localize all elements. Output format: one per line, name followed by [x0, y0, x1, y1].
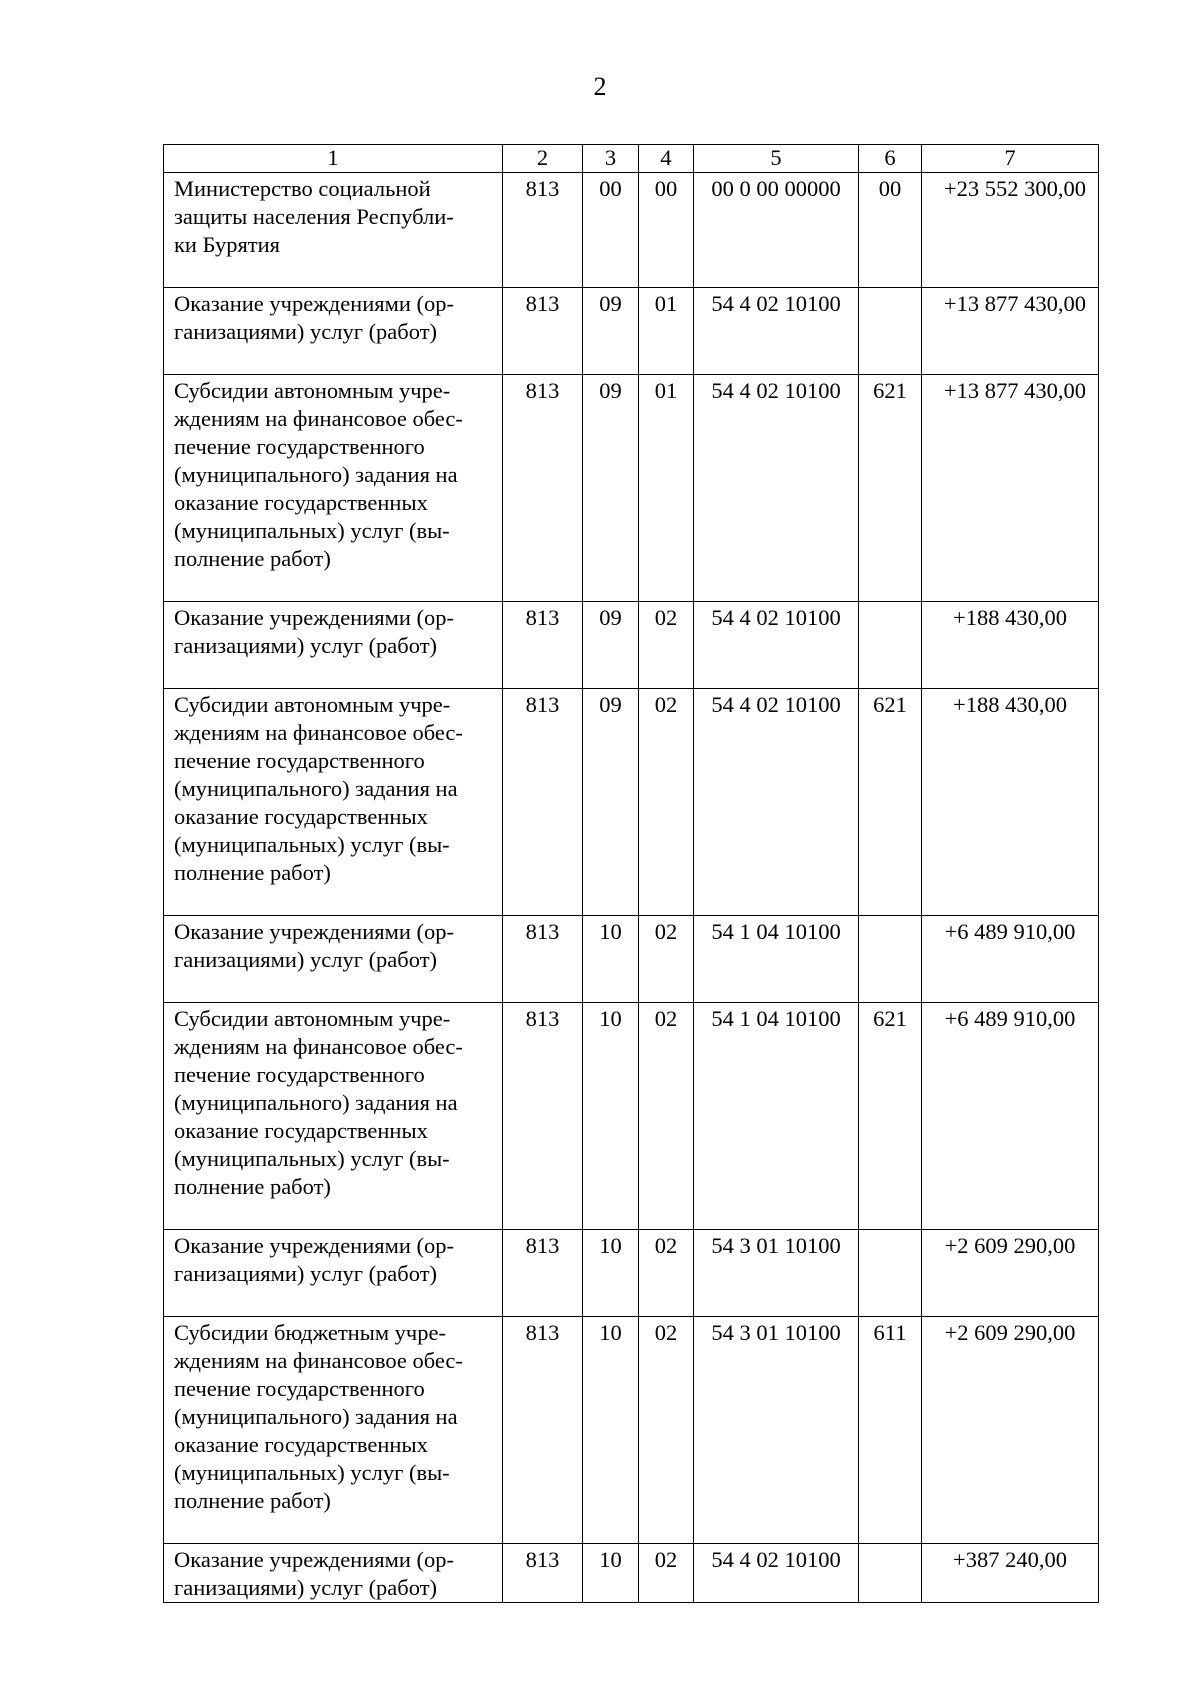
- item-name-line: Министерство социальной: [174, 176, 431, 201]
- section-code-cell: 10: [583, 1003, 639, 1230]
- target-article-cell: 54 4 02 10100: [694, 602, 859, 689]
- table-row: [164, 916, 1099, 1003]
- ministry-code-cell: 813: [503, 602, 583, 689]
- section-code-cell: 09: [583, 689, 639, 916]
- target-article-cell: 54 4 02 10100: [694, 375, 859, 602]
- expense-type-cell: 621: [859, 375, 922, 602]
- section-code-cell: 09: [583, 602, 639, 689]
- amount-cell: +2 609 290,00: [922, 1317, 1099, 1544]
- ministry-code-cell: 813: [503, 1230, 583, 1317]
- item-name-line: Субсидии автономным учре-: [174, 692, 451, 717]
- item-name-line: ждениям на финансовое обес-: [174, 1034, 463, 1059]
- target-article-cell: 54 4 02 10100: [694, 288, 859, 375]
- subsection-code-cell: 02: [639, 1544, 694, 1603]
- table-row: [164, 375, 1099, 602]
- subsection-code-cell: 02: [639, 1317, 694, 1544]
- amount-cell: +2 609 290,00: [922, 1230, 1099, 1317]
- section-code-cell: 10: [583, 1317, 639, 1544]
- subsection-code-cell: 00: [639, 173, 694, 288]
- item-name-line: печение государственного: [174, 1376, 425, 1401]
- page-number: 2: [593, 72, 607, 101]
- subsection-code-cell: 02: [639, 1003, 694, 1230]
- expense-type-cell: 621: [859, 1003, 922, 1230]
- expense-type-cell: [859, 1230, 922, 1317]
- section-code-cell: 09: [583, 288, 639, 375]
- amount-cell: +188 430,00: [922, 602, 1099, 689]
- column-number-header-row: [164, 145, 1099, 173]
- item-name-line: ганизациями) услуг (работ): [174, 1575, 438, 1600]
- item-name-line: полнение работ): [174, 546, 331, 571]
- section-code-cell: 10: [583, 916, 639, 1003]
- item-name-line: ганизациями) услуг (работ): [174, 633, 438, 658]
- item-name-line: Оказание учреждениями (ор-: [174, 919, 454, 944]
- ministry-code-cell: 813: [503, 1003, 583, 1230]
- table-row: [164, 602, 1099, 689]
- column-number-header: 4: [639, 145, 694, 173]
- ministry-code-cell: 813: [503, 1317, 583, 1544]
- section-code-cell: 00: [583, 173, 639, 288]
- target-article-cell: 54 3 01 10100: [694, 1230, 859, 1317]
- ministry-code-cell: 813: [503, 288, 583, 375]
- section-code-cell: 09: [583, 375, 639, 602]
- item-name-line: ждениям на финансовое обес-: [174, 720, 463, 745]
- item-name-cell: [164, 689, 503, 916]
- subsection-code-cell: 01: [639, 288, 694, 375]
- expense-type-cell: [859, 602, 922, 689]
- amount-cell: +188 430,00: [922, 689, 1099, 916]
- amount-cell: +387 240,00: [922, 1544, 1099, 1603]
- item-name-line: ждениям на финансовое обес-: [174, 406, 463, 431]
- target-article-cell: 54 1 04 10100: [694, 1003, 859, 1230]
- amount-cell: +23 552 300,00: [922, 173, 1099, 288]
- item-name-line: ганизациями) услуг (работ): [174, 319, 438, 344]
- amount-cell: +13 877 430,00: [922, 288, 1099, 375]
- budget-allocation-table: [163, 144, 1099, 1603]
- item-name-line: печение государственного: [174, 1062, 425, 1087]
- table-row: [164, 689, 1099, 916]
- column-number-header: 6: [859, 145, 922, 173]
- subsection-code-cell: 02: [639, 1230, 694, 1317]
- item-name-line: (муниципальных) услуг (вы-: [174, 518, 450, 543]
- target-article-cell: 00 0 00 00000: [694, 173, 859, 288]
- section-code-cell: 10: [583, 1544, 639, 1603]
- item-name-line: ждениям на финансовое обес-: [174, 1348, 463, 1373]
- item-name-line: полнение работ): [174, 1174, 331, 1199]
- ministry-code-cell: 813: [503, 375, 583, 602]
- target-article-cell: 54 3 01 10100: [694, 1317, 859, 1544]
- ministry-code-cell: 813: [503, 689, 583, 916]
- item-name-line: Оказание учреждениями (ор-: [174, 1233, 454, 1258]
- item-name-line: ганизациями) услуг (работ): [174, 1261, 438, 1286]
- table-row: [164, 173, 1099, 288]
- amount-cell: +6 489 910,00: [922, 916, 1099, 1003]
- item-name-line: Оказание учреждениями (ор-: [174, 605, 454, 630]
- table-row: [164, 1003, 1099, 1230]
- item-name-line: оказание государственных: [174, 1432, 428, 1457]
- item-name-line: оказание государственных: [174, 804, 428, 829]
- item-name-cell: [164, 1230, 503, 1317]
- item-name-line: Субсидии автономным учре-: [174, 378, 451, 403]
- ministry-code-cell: 813: [503, 173, 583, 288]
- item-name-cell: [164, 1544, 503, 1603]
- item-name-line: (муниципального) задания на: [174, 1090, 458, 1115]
- item-name-line: Оказание учреждениями (ор-: [174, 1547, 454, 1572]
- column-number-header: 1: [164, 145, 503, 173]
- target-article-cell: 54 4 02 10100: [694, 689, 859, 916]
- item-name-cell: [164, 916, 503, 1003]
- item-name-line: полнение работ): [174, 860, 331, 885]
- item-name-cell: [164, 288, 503, 375]
- item-name-line: полнение работ): [174, 1488, 331, 1513]
- item-name-cell: [164, 173, 503, 288]
- item-name-line: оказание государственных: [174, 1118, 428, 1143]
- column-number-header: 7: [922, 145, 1099, 173]
- subsection-code-cell: 02: [639, 602, 694, 689]
- table-row: [164, 1230, 1099, 1317]
- item-name-line: печение государственного: [174, 434, 425, 459]
- table-row: [164, 1317, 1099, 1544]
- item-name-line: Субсидии бюджетным учре-: [174, 1320, 446, 1345]
- item-name-line: Оказание учреждениями (ор-: [174, 291, 454, 316]
- item-name-line: (муниципального) задания на: [174, 462, 458, 487]
- item-name-line: (муниципального) задания на: [174, 776, 458, 801]
- amount-cell: +6 489 910,00: [922, 1003, 1099, 1230]
- item-name-cell: [164, 1317, 503, 1544]
- expense-type-cell: [859, 1544, 922, 1603]
- section-code-cell: 10: [583, 1230, 639, 1317]
- item-name-cell: [164, 375, 503, 602]
- column-number-header: 2: [503, 145, 583, 173]
- subsection-code-cell: 02: [639, 916, 694, 1003]
- item-name-line: (муниципального) задания на: [174, 1404, 458, 1429]
- item-name-line: ки Бурятия: [174, 232, 281, 257]
- ministry-code-cell: 813: [503, 1544, 583, 1603]
- column-number-header: 3: [583, 145, 639, 173]
- expense-type-cell: [859, 288, 922, 375]
- expense-type-cell: 621: [859, 689, 922, 916]
- item-name-line: (муниципальных) услуг (вы-: [174, 1460, 450, 1485]
- amount-cell: +13 877 430,00: [922, 375, 1099, 602]
- subsection-code-cell: 01: [639, 375, 694, 602]
- expense-type-cell: [859, 916, 922, 1003]
- table-row: [164, 1544, 1099, 1603]
- column-number-header: 5: [694, 145, 859, 173]
- item-name-line: (муниципальных) услуг (вы-: [174, 832, 450, 857]
- expense-type-cell: 611: [859, 1317, 922, 1544]
- item-name-line: Субсидии автономным учре-: [174, 1006, 451, 1031]
- item-name-cell: [164, 1003, 503, 1230]
- item-name-cell: [164, 602, 503, 689]
- target-article-cell: 54 1 04 10100: [694, 916, 859, 1003]
- item-name-line: оказание государственных: [174, 490, 428, 515]
- ministry-code-cell: 813: [503, 916, 583, 1003]
- subsection-code-cell: 02: [639, 689, 694, 916]
- item-name-line: ганизациями) услуг (работ): [174, 947, 438, 972]
- table-row: [164, 288, 1099, 375]
- expense-type-cell: 00: [859, 173, 922, 288]
- item-name-line: защиты населения Республи-: [174, 204, 454, 229]
- item-name-line: (муниципальных) услуг (вы-: [174, 1146, 450, 1171]
- item-name-line: печение государственного: [174, 748, 425, 773]
- target-article-cell: 54 4 02 10100: [694, 1544, 859, 1603]
